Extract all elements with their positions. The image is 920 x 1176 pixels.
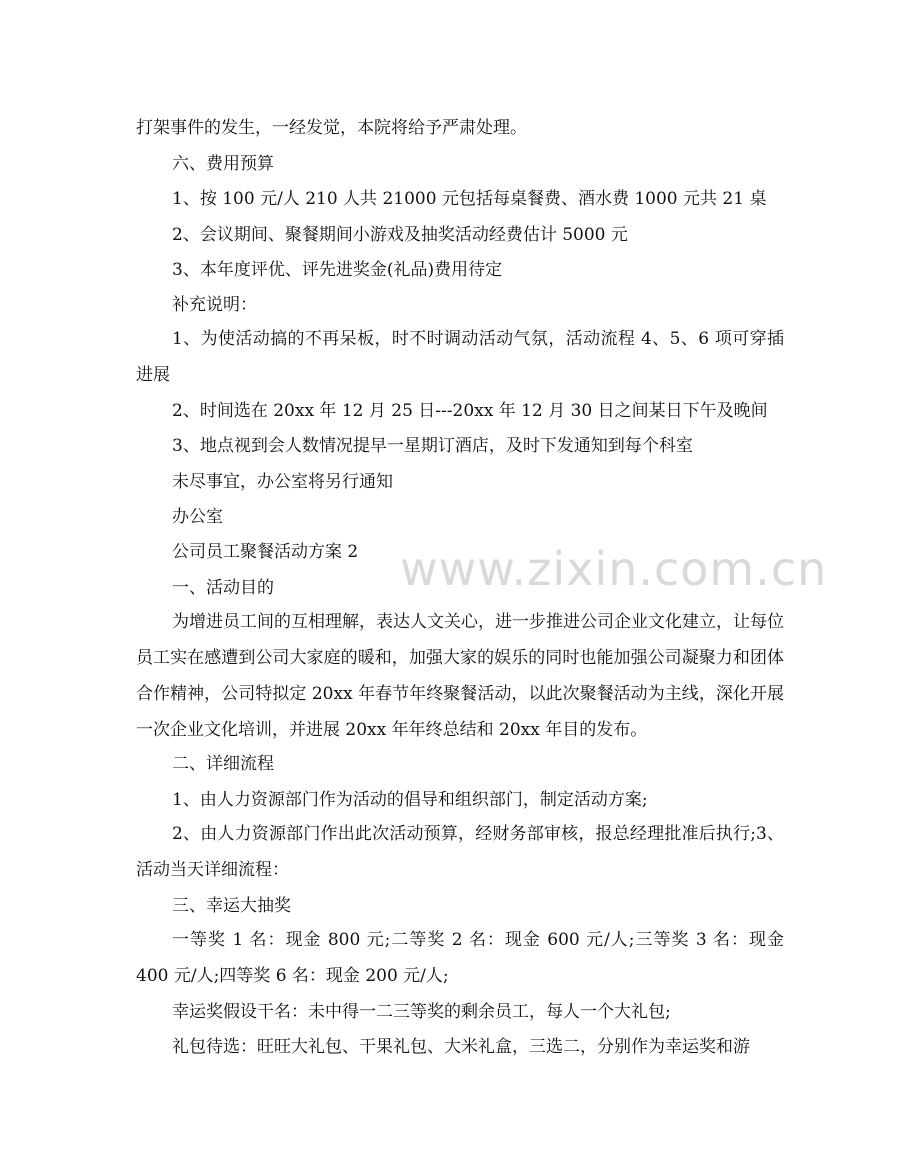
paragraph-line: 1、按 100 元/人 210 人共 21000 元包括每桌餐费、酒水费 1000 元共 21 桌 xyxy=(172,189,767,209)
paragraph-line: 未尽事宜，办公室将另行通知 xyxy=(172,472,393,492)
paragraph: 一等奖 1 名：现金 800 元;二等奖 2 名：现金 600 元/人;三等奖 3 名：现金 400 元/人;四等奖 6 名：现金 200 元/人; xyxy=(136,930,784,986)
section-heading: 一、活动目的 xyxy=(172,578,274,598)
document-title: 公司员工聚餐活动方案 2 xyxy=(172,542,359,562)
paragraph-line: 礼包待选：旺旺大礼包、干果礼包、大米礼盒，三选二，分别作为幸运奖和游 xyxy=(172,1037,750,1057)
paragraph-line: 3、地点视到会人数情况提早一星期订酒店，及时下发通知到每个科室 xyxy=(172,436,693,456)
paragraph: 为增进员工间的互相理解，表达人文关心，进一步推进公司企业文化建立，让每位员工实在感遭到公司大家庭的暖和，加强大家的娱乐的同时也能加强公司凝聚力和团体合作精神，公司特拟定 20xx 年春节年终聚餐活动，以此次聚餐活动为主线，深化开展一次企业文化培训，并进展 20xx 年年终总结和 20xx 年目的发布。 xyxy=(136,612,784,740)
paragraph-line: 幸运奖假设干名：未中得一二三等奖的剩余员工，每人一个大礼包; xyxy=(172,1002,671,1022)
section-heading: 二、详细流程 xyxy=(172,754,274,774)
paragraph: 2、由人力资源部门作出此次活动预算，经财务部审核，报总经理批准后执行;3、活动当天详细流程： xyxy=(136,824,784,880)
section-heading: 三、幸运大抽奖 xyxy=(172,896,291,916)
signature-line: 办公室 xyxy=(172,507,223,527)
paragraph-line: 1、由人力资源部门作为活动的倡导和组织部门，制定活动方案; xyxy=(172,790,648,810)
watermark: www.zixin.com.cn xyxy=(400,542,828,596)
paragraph-line: 3、本年度评优、评先进奖金(礼品)费用待定 xyxy=(172,260,503,280)
paragraph-line: 2、会议期间、聚餐期间小游戏及抽奖活动经费估计 5000 元 xyxy=(172,225,628,245)
paragraph: 1、为使活动搞的不再呆板，时不时调动活动气氛，活动流程 4、5、6 项可穿插进展 xyxy=(136,329,784,385)
paragraph-line: 2、时间选在 20xx 年 12 月 25 日---20xx 年 12 月 30 日之间某日下午及晚间 xyxy=(172,401,768,421)
paragraph-line: 打架事件的发生，一经发觉，本院将给予严肃处理。 xyxy=(136,118,527,138)
section-heading: 六、费用预算 xyxy=(172,154,274,174)
paragraph-line: 补充说明： xyxy=(172,295,257,315)
